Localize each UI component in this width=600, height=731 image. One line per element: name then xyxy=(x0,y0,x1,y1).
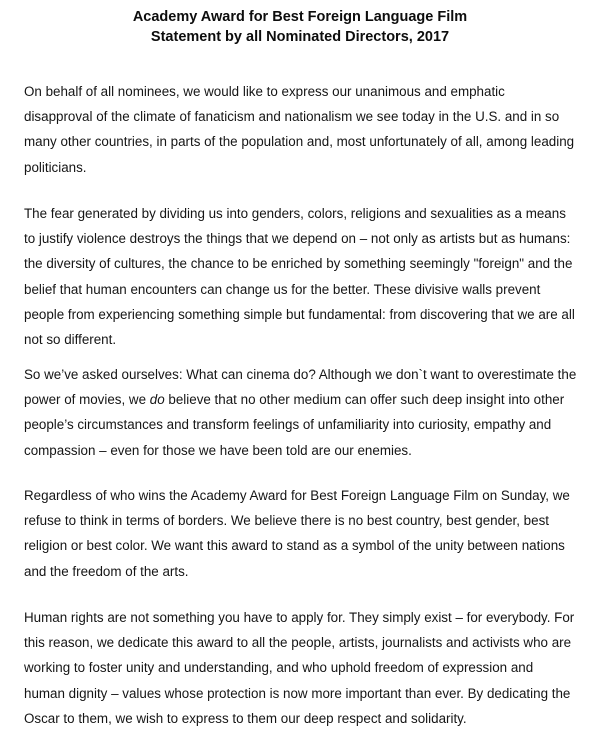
paragraph-line: to justify violence destroys the things that we depend on – not only as artists but as humans: xyxy=(24,231,571,247)
paragraph-line: compassion – even for those we have been told are our enemies. xyxy=(24,442,412,458)
paragraph-line: On behalf of all nominees, we would like to express our unanimous and emphatic xyxy=(24,84,505,99)
paragraph-line: The fear generated by dividing us into genders, colors, religions and sexualities as a means xyxy=(24,206,566,221)
paragraph-line: refuse to think in terms of borders. We believe there is no best country, best gender, best xyxy=(24,513,549,529)
paragraph-line: not so different. xyxy=(24,331,117,347)
paragraph-line: people’s circumstances and transform feelings of unfamiliarity into curiosity, empathy and xyxy=(24,417,552,433)
paragraph-5 xyxy=(24,605,600,731)
paragraph-line: Oscar to them, we wish to express to them our deep respect and solidarity. xyxy=(24,710,467,726)
emphasized-word: do xyxy=(149,392,165,408)
paragraph-line: many other countries, in parts of the population and, most unfortunately of all, among leading xyxy=(24,134,575,150)
paragraph-line: So we’ve asked ourselves: What can cinema do? Although we don`t want to overestimate the xyxy=(24,367,577,382)
paragraph-4 xyxy=(24,483,600,584)
paragraph-line: the diversity of cultures, the chance to be enriched by something seemingly "foreign" and the xyxy=(24,256,573,272)
paragraph-line-with-emphasis xyxy=(24,387,600,412)
paragraph-line: Regardless of who wins the Academy Award for Best Foreign Language Film on Sunday, we xyxy=(24,488,570,503)
paragraph-line: belief that human encounters can change us for the better. These divisive walls prevent xyxy=(24,281,541,297)
paragraph-line: politicians. xyxy=(24,159,87,175)
paragraph-line: and the freedom of the arts. xyxy=(24,563,189,579)
paragraph-3 xyxy=(24,362,600,463)
document-title-line-1: Academy Award for Best Foreign Language Film xyxy=(132,9,468,25)
line-rest: believe that no other medium can offer such deep insight into other xyxy=(164,392,565,408)
paragraph-line: people from experiencing something simple but fundamental: from discovering that we are all xyxy=(24,306,575,322)
paragraph-1 xyxy=(24,79,600,180)
paragraph-line: disapproval of the climate of fanaticism and nationalism we see today in the U.S. and in so xyxy=(24,109,560,125)
paragraph-line: Human rights are not something you have to apply for. They simply exist – for everybody. For xyxy=(24,610,575,625)
document-title-line-2: Statement by all Nominated Directors, 2017 xyxy=(150,29,450,45)
paragraph-line: this reason, we dedicate this award to all the people, artists, journalists and activists who are xyxy=(24,635,572,651)
paragraph-line: religion or best color. We want this award to stand as a symbol of the unity between nations xyxy=(24,538,565,554)
line-start: power of movies, we xyxy=(24,392,150,408)
paragraph-2 xyxy=(24,201,600,352)
paragraph-line: working to foster unity and understanding, and who uphold freedom of expression and xyxy=(24,660,534,676)
paragraph-line: human dignity – values whose protection is now more important than ever. By dedicating the xyxy=(24,685,571,701)
